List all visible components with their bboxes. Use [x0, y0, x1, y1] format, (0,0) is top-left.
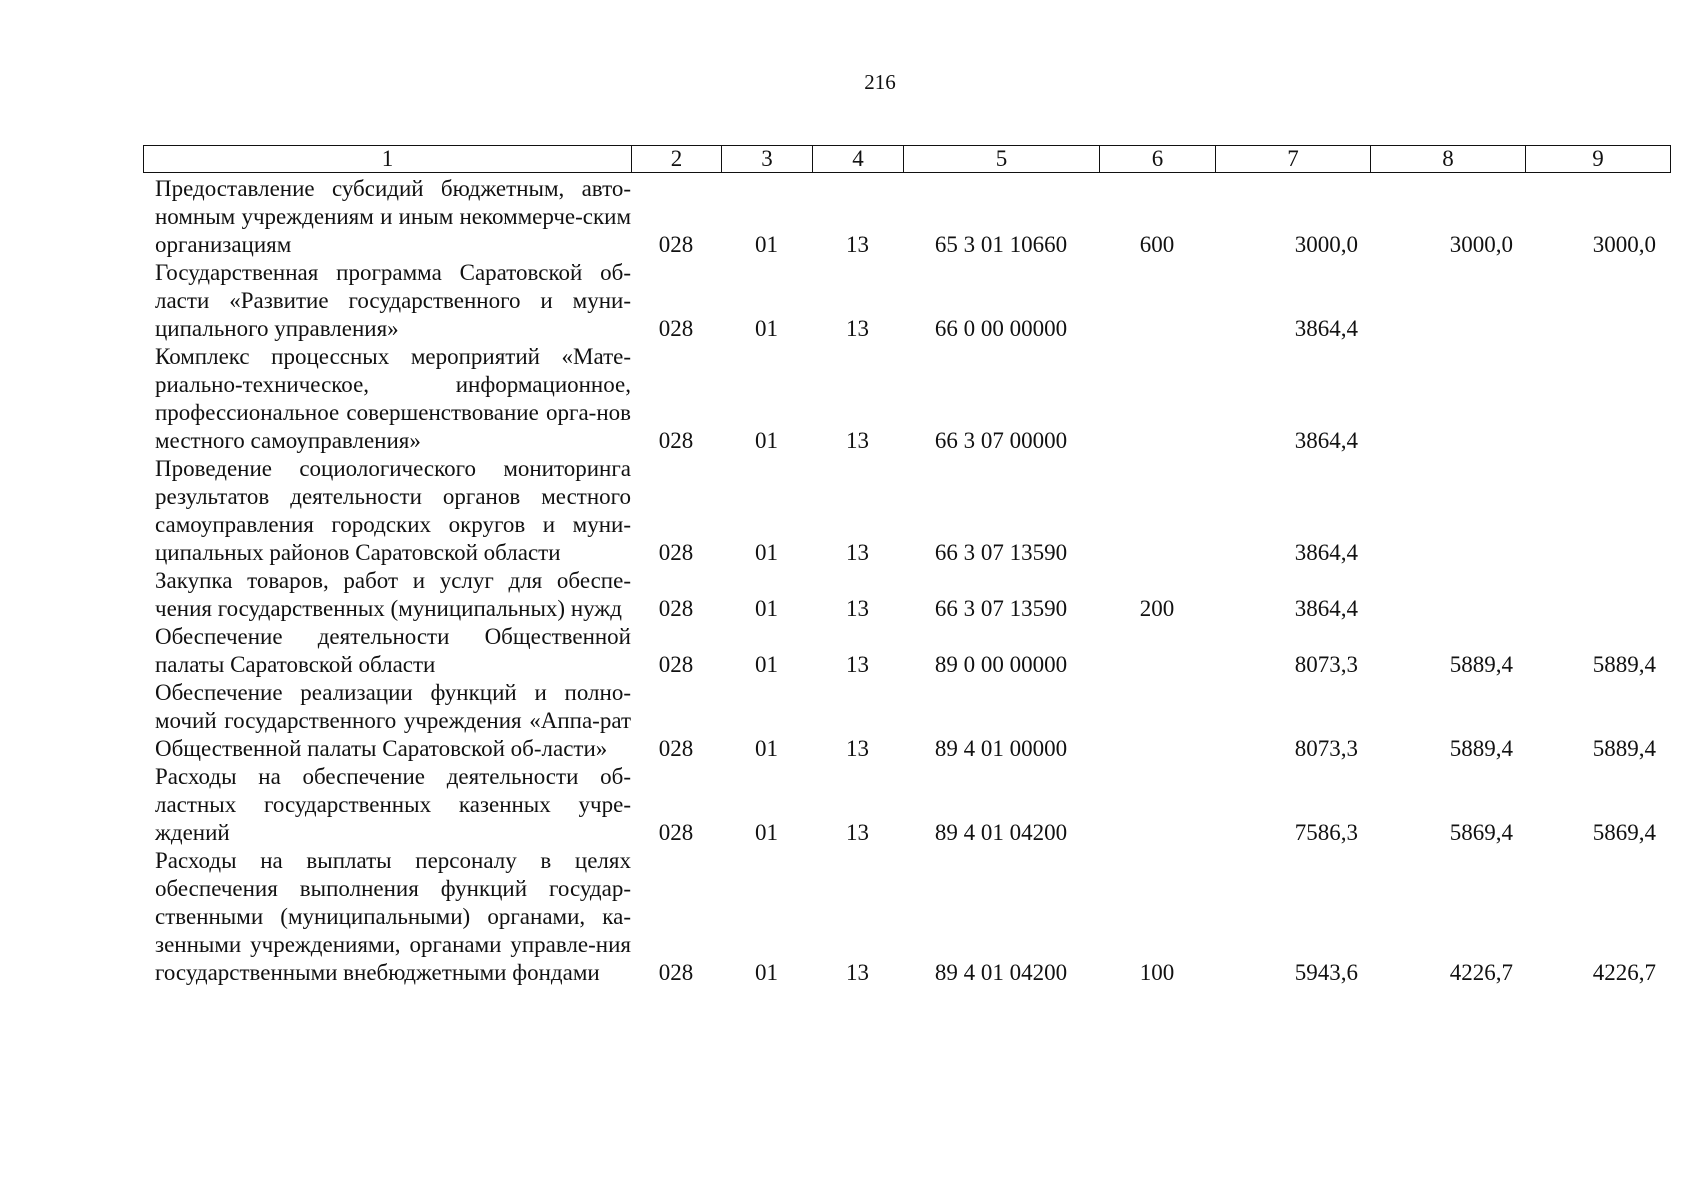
- section-code: 01: [755, 540, 778, 565]
- section-code: 01: [755, 428, 778, 453]
- row-description: Закупка товаров, работ и услуг для обеспе-чения государственных (муниципальных) нужд: [155, 568, 631, 621]
- subsection-code: 13: [846, 652, 869, 677]
- subsection-code: 13: [846, 232, 869, 257]
- ministry-code: 028: [658, 540, 694, 565]
- subsection-code: 13: [846, 820, 869, 845]
- section-code: 01: [755, 596, 778, 621]
- target-article-code: 66 3 07 13590: [934, 596, 1068, 621]
- amount-column-8: 4226,7: [1449, 960, 1513, 985]
- subsection-code: 13: [846, 960, 869, 985]
- target-article-code: 89 0 00 00000: [934, 652, 1068, 677]
- amount-column-8: 5889,4: [1449, 652, 1513, 677]
- table-row: [143, 679, 1668, 763]
- section-code: 01: [755, 232, 778, 257]
- target-article-code: 66 3 07 13590: [934, 540, 1068, 565]
- amount-column-8: 5889,4: [1449, 736, 1513, 761]
- amount-column-7: 3000,0: [1294, 232, 1358, 257]
- subsection-code: 13: [846, 596, 869, 621]
- amount-column-7: 8073,3: [1294, 652, 1358, 677]
- ministry-code: 028: [658, 652, 694, 677]
- table-row: [143, 259, 1668, 343]
- table-row: [143, 763, 1668, 847]
- row-description: Предоставление субсидий бюджетным, авто-номным учреждениям и иным некоммерче-ским организациям: [155, 176, 631, 257]
- amount-column-9: 3000,0: [1592, 232, 1656, 257]
- target-article-code: 89 4 01 04200: [934, 820, 1068, 845]
- table-row: [143, 343, 1668, 455]
- column-number-8: 8: [1371, 146, 1526, 172]
- row-description: Проведение социологического мониторинга результатов деятельности органов местного самоуправления городских округов и муни-ципальных районов Саратовской области: [155, 456, 631, 565]
- row-description: Комплекс процессных мероприятий «Мате-риально-техническое, информационное, профессиональное совершенствование орга-нов местного самоуправления»: [155, 344, 631, 453]
- section-code: 01: [755, 960, 778, 985]
- ministry-code: 028: [658, 736, 694, 761]
- column-number-4: 4: [813, 146, 904, 172]
- row-description: Обеспечение реализации функций и полно-мочий государственного учреждения «Аппа-рат Общественной палаты Саратовской об-ласти»: [155, 680, 631, 761]
- row-description: Расходы на обеспечение деятельности об-ластных государственных казенных учре-ждений: [155, 764, 631, 845]
- amount-column-7: 5943,6: [1294, 960, 1358, 985]
- amount-column-7: 8073,3: [1294, 736, 1358, 761]
- amount-column-7: 3864,4: [1294, 428, 1358, 453]
- subsection-code: 13: [846, 736, 869, 761]
- amount-column-9: 4226,7: [1592, 960, 1656, 985]
- target-article-code: 66 0 00 00000: [934, 316, 1068, 341]
- column-number-6: 6: [1100, 146, 1216, 172]
- target-article-code: 89 4 01 00000: [934, 736, 1068, 761]
- amount-column-9: 5869,4: [1592, 820, 1656, 845]
- subsection-code: 13: [846, 428, 869, 453]
- column-number-5: 5: [904, 146, 1100, 172]
- amount-column-7: 3864,4: [1294, 540, 1358, 565]
- ministry-code: 028: [658, 428, 694, 453]
- page-number: 216: [864, 70, 896, 94]
- section-code: 01: [755, 316, 778, 341]
- column-number-9: 9: [1592, 146, 1604, 171]
- section-code: 01: [755, 652, 778, 677]
- amount-column-7: 3864,4: [1294, 596, 1358, 621]
- ministry-code: 028: [658, 232, 694, 257]
- table-row: [143, 623, 1668, 679]
- table-row: [143, 455, 1668, 567]
- amount-column-8: 5869,4: [1449, 820, 1513, 845]
- amount-column-7: 3864,4: [1294, 316, 1358, 341]
- expense-type-code: 100: [1139, 960, 1175, 985]
- table-column-header: [143, 145, 1671, 173]
- expense-type-code: 200: [1139, 596, 1175, 621]
- row-description: Обеспечение деятельности Общественной палаты Саратовской области: [155, 624, 631, 677]
- column-number-1: 1: [144, 146, 632, 172]
- amount-column-7: 7586,3: [1294, 820, 1358, 845]
- table-row: [143, 847, 1668, 987]
- column-number-7: 7: [1216, 146, 1371, 172]
- table-row: [143, 175, 1668, 259]
- amount-column-8: 3000,0: [1449, 232, 1513, 257]
- column-number-2: 2: [632, 146, 722, 172]
- amount-column-9: 5889,4: [1592, 736, 1656, 761]
- ministry-code: 028: [658, 820, 694, 845]
- target-article-code: 65 3 01 10660: [934, 232, 1068, 257]
- ministry-code: 028: [658, 316, 694, 341]
- target-article-code: 89 4 01 04200: [934, 960, 1068, 985]
- subsection-code: 13: [846, 540, 869, 565]
- section-code: 01: [755, 820, 778, 845]
- subsection-code: 13: [846, 316, 869, 341]
- ministry-code: 028: [658, 596, 694, 621]
- target-article-code: 66 3 07 00000: [934, 428, 1068, 453]
- row-description: Государственная программа Саратовской об-ласти «Развитие государственного и муни-ципального управления»: [155, 260, 631, 341]
- ministry-code: 028: [658, 960, 694, 985]
- column-number-3: 3: [722, 146, 813, 172]
- table-row: [143, 567, 1668, 623]
- budget-table-body: [143, 175, 1668, 987]
- expense-type-code: 600: [1139, 232, 1175, 257]
- amount-column-9: 5889,4: [1592, 652, 1656, 677]
- section-code: 01: [755, 736, 778, 761]
- row-description: Расходы на выплаты персоналу в целях обеспечения выполнения функций государ-ственными (муниципальными) органами, ка-зенными учреждениями, органами управле-ния государственными внебюджетными фондами: [155, 848, 631, 985]
